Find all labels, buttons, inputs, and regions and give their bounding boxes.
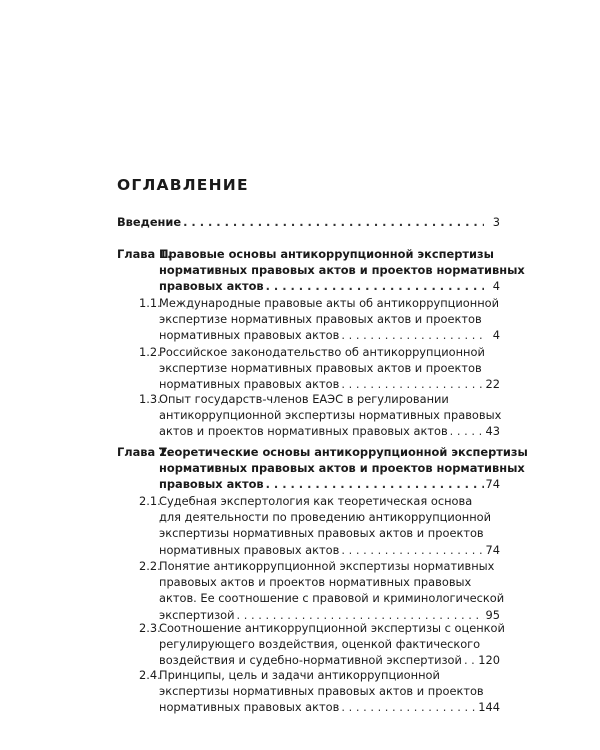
section-number: 2.4. [139, 668, 161, 682]
dot-leader [266, 476, 484, 492]
toc-entry-text-line: экспертизы нормативных правовых актов и проектов [159, 684, 484, 699]
toc-entry-text-line: нормативных правовых актов [159, 377, 340, 392]
toc-entry-text-line: для деятельности по проведению антикоррупционной [159, 510, 492, 525]
toc-entry-text-line: экспертизы нормативных правовых актов и проектов [159, 526, 484, 541]
toc-entry-section-2-3[interactable] [117, 620, 505, 669]
toc-entry-text-line: регулирующего воздействия, оценкой фактического [159, 637, 481, 652]
toc-entry-text-line: Теоретические основы антикоррупционной экспертизы [159, 445, 528, 459]
toc-entry-text-line: актов. Ее соотношение с правовой и криминологической [159, 591, 505, 606]
toc-entry-text-line: экспертизе нормативных правовых актов и проектов [159, 361, 482, 376]
toc-entry-text-line: правовых актов [159, 279, 264, 294]
toc-entry-text-line: правовых актов и проектов нормативных правовых [159, 575, 472, 590]
section-number: 2.1. [139, 494, 161, 508]
toc-entry-text-line: актов и проектов нормативных правовых актов [159, 424, 448, 439]
toc-page-number: 95 [485, 607, 500, 622]
toc-entry-text-line: воздействия и судебно-нормативной экспертизой [159, 653, 462, 668]
section-number: 1.2. [139, 345, 161, 359]
dot-leader [341, 542, 483, 558]
dot-leader [183, 214, 484, 230]
toc-entry-text-line: Международные правовые акты об антикоррупционной [159, 296, 500, 310]
dot-leader [266, 278, 484, 294]
toc-page-number: 22 [485, 377, 500, 392]
toc-entry-introduction[interactable] [117, 214, 500, 230]
toc-entry-text-line: экспертизе нормативных правовых актов и проектов [159, 312, 482, 327]
toc-entry-text-line: Правовые основы антикоррупционной экспертизы [159, 247, 494, 261]
toc-entry-text-line: нормативных правовых актов и проектов нормативных [159, 461, 525, 476]
toc-page-number: 4 [492, 328, 500, 343]
toc-entry-section-1-2[interactable] [117, 344, 500, 393]
toc-entry-chapter-2[interactable] [117, 444, 528, 493]
chapter-number: Глава 2. [117, 445, 172, 459]
toc-page-number: 74 [485, 542, 500, 557]
dot-leader [341, 699, 476, 715]
toc-entry-text-line: Опыт государств-членов ЕАЭС в регулировании [159, 392, 449, 406]
toc-entry-text-line: Судебная экспертология как теоретическая основа [159, 494, 473, 508]
section-number: 2.2. [139, 559, 161, 573]
toc-page-number: 74 [485, 477, 500, 492]
toc-entry-text-line: Понятие антикоррупционной экспертизы нормативных [159, 559, 495, 573]
section-number: 2.3. [139, 621, 161, 635]
toc-entry-text-line: Российское законодательство об антикоррупционной [159, 345, 485, 359]
dot-leader [450, 423, 484, 439]
toc-entry-text-line: нормативных правовых актов [159, 328, 340, 343]
toc-page-number: 120 [478, 653, 500, 668]
chapter-number: Глава 1. [117, 247, 172, 261]
toc-entry-text-line: Соотношение антикоррупционной экспертизы с оценкой [159, 621, 505, 635]
toc-entry-section-2-2[interactable] [117, 558, 505, 623]
toc-entry-section-2-1[interactable] [117, 493, 500, 558]
toc-entry-section-2-4[interactable] [117, 667, 500, 716]
toc-entry-text-line: антикоррупционной экспертизы нормативных правовых [159, 408, 502, 423]
section-number: 1.3. [139, 392, 161, 406]
toc-entry-text-line: нормативных правовых актов [159, 700, 340, 715]
toc-entry-text-line: экспертизой [159, 607, 235, 622]
page-title: ОГЛАВЛЕНИЕ [117, 176, 249, 194]
toc-entry-text-line: нормативных правовых актов [159, 542, 340, 557]
toc-page-number: 3 [492, 215, 500, 229]
toc-entry-text-line: правовых актов [159, 477, 264, 492]
toc-entry-chapter-1[interactable] [117, 246, 525, 295]
toc-entry-text-line: нормативных правовых актов и проектов нормативных [159, 263, 525, 278]
section-number: 1.1. [139, 296, 161, 310]
dot-leader [341, 327, 484, 343]
toc-entry-text-line: Принципы, цель и задачи антикоррупционной [159, 668, 440, 682]
toc-page-number: 144 [478, 700, 500, 715]
toc-entry-section-1-3[interactable] [117, 391, 500, 440]
toc-entry-label: Введение [117, 215, 182, 229]
toc-page-number: 4 [492, 279, 500, 294]
toc-entry-section-1-1[interactable] [117, 295, 500, 344]
toc-page-number: 43 [485, 424, 500, 439]
